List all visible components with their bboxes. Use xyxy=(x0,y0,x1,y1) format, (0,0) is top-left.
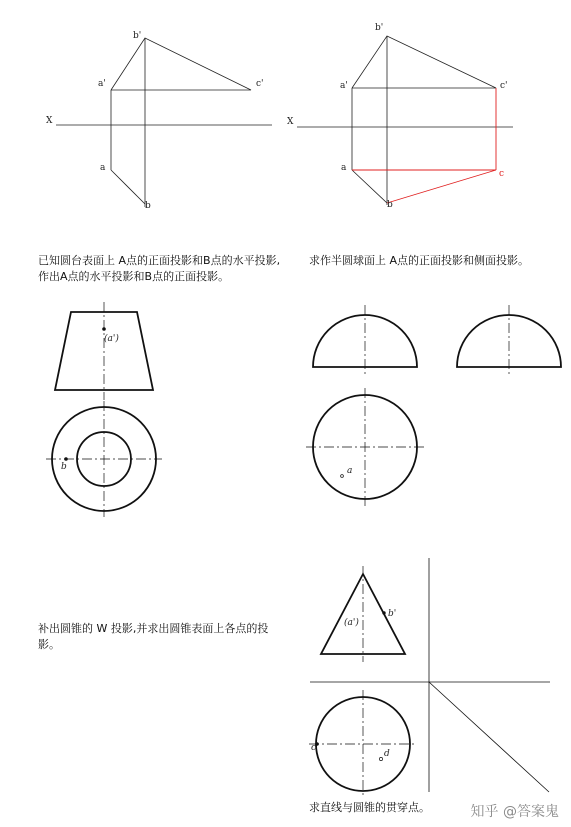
label-b-left: b xyxy=(145,201,151,211)
hemisphere-diagram xyxy=(306,305,561,506)
label-b-right: b xyxy=(387,200,393,210)
label-a-hemisphere: a xyxy=(347,466,353,476)
point-a-prime-dot xyxy=(103,328,106,331)
label-a-prime-left: a' xyxy=(98,79,106,89)
cone-diagram xyxy=(309,558,550,798)
solution-red-lines xyxy=(352,88,496,203)
label-a-right: a xyxy=(341,163,347,173)
front-view-triangle-right xyxy=(352,36,496,88)
red-line-bc xyxy=(387,170,496,203)
label-b-frustum: b xyxy=(61,462,67,472)
point-d-circle xyxy=(379,757,382,760)
question-frustum: 已知圆台表面上 A点的正面投影和B点的水平投影,作出A点的水平投影和B点的正面投影。 xyxy=(38,254,281,283)
watermark: 知乎 @答案鬼 xyxy=(470,804,559,820)
label-a-left: a xyxy=(100,163,106,173)
label-b-prime-cone: b' xyxy=(388,609,397,619)
label-x-right: X xyxy=(287,117,294,127)
point-b-dot xyxy=(65,458,68,461)
point-c-dot xyxy=(316,743,319,746)
label-d-cone: d xyxy=(384,749,390,759)
question-cone: 补出圆锥的 W 投影,并求出圆锥表面上各点的投影。 xyxy=(38,622,269,651)
label-c-prime-left: c' xyxy=(256,79,264,89)
label-b-prime-left: b' xyxy=(133,31,142,41)
label-x-left: X xyxy=(46,116,53,126)
label-c-cone: c xyxy=(311,743,317,753)
label-c-right: c xyxy=(499,169,505,179)
label-b-prime-right: b' xyxy=(375,23,384,33)
point-a-hemisphere xyxy=(341,475,344,478)
label-a-prime-right: a' xyxy=(340,81,348,91)
projection-diagram-right xyxy=(297,36,513,205)
label-c-prime-right: c' xyxy=(500,81,508,91)
label-a-prime-cone: (a') xyxy=(344,618,359,628)
front-view-triangle xyxy=(111,38,251,90)
label-a-prime-frustum: (a') xyxy=(104,334,119,344)
top-view-line-ab xyxy=(111,170,145,204)
top-view-line-ab-right xyxy=(352,170,387,203)
question-line-cone: 求直线与圆锥的贯穿点。 xyxy=(309,801,430,814)
question-hemisphere: 求作半圆球面上 A点的正面投影和侧面投影。 xyxy=(309,254,530,267)
point-b-prime-dot xyxy=(383,612,385,614)
projection-diagram-left xyxy=(56,38,272,207)
45-degree-line xyxy=(429,682,549,792)
